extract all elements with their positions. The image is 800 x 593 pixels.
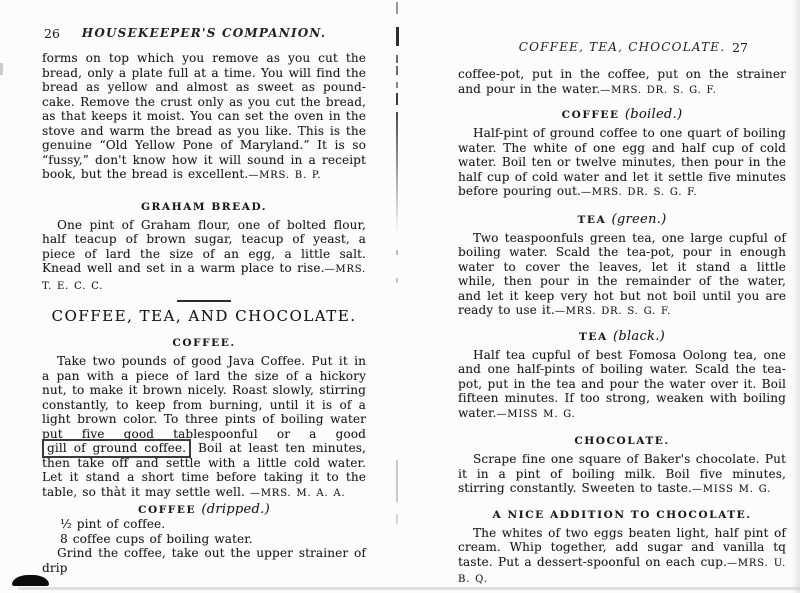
attribution: —MISS M. G. bbox=[691, 484, 772, 495]
paragraph-text: forms on top which you remove as you cut the bread, only a plate full at a time. You will find the bread as yellow and almost as sweet as pound-cake. Remove the crust only as you cut the bread, as that keeps it moist. You can set the oven in the stove and warm the bread as you like. This is the genuine “Old Yellow Pone of Maryland.” It is so “fussy,” don't know how it will sound in a receipt book, but the bread is excellent. bbox=[42, 51, 366, 181]
paragraph-text: Scrape fine one square of Baker's chocolate. Put it in a pint of boiling milk. Boil five minutes, stirring constantly. Sweeten to taste. bbox=[458, 452, 786, 495]
attribution: —MRS. B. P. bbox=[248, 170, 322, 181]
heading-coffee: COFFEE. bbox=[172, 337, 236, 349]
scan-bottom-edge bbox=[18, 587, 800, 590]
heading-tea-black bbox=[458, 330, 786, 344]
heading-graham-bread: GRAHAM BREAD. bbox=[140, 200, 268, 213]
attribution: —MRS. DR. S. G. F. bbox=[600, 84, 717, 96]
right-page-number: 27 bbox=[732, 40, 748, 55]
binding-gutter-line bbox=[396, 112, 398, 234]
heading-caps: TEA bbox=[577, 213, 607, 226]
attribution: —MRS. DR. S. G. F. bbox=[554, 306, 672, 317]
paragraph-grind: Grind the coffee, take out the upper strainer of drip bbox=[42, 546, 366, 575]
paragraph-text: Half-pint of ground coffee to one quart of boiling water. The white of one egg and half cup of cold water. Boil ten or twelve minutes, then pour in the half cup of cold water and let it settle five minutes before pouring out. bbox=[458, 126, 786, 198]
attribution: —MRS. M. A. A. bbox=[249, 487, 346, 499]
binding-gutter-mark bbox=[396, 93, 398, 105]
paragraph-text: coffee-pot, put in the coffee, put on the strainer and pour in the water. bbox=[458, 67, 786, 96]
left-running-head: HOUSEKEEPER'S COMPANION. bbox=[81, 26, 327, 40]
attribution: —MISS M. G. bbox=[496, 408, 576, 420]
binding-gutter-mark bbox=[396, 55, 398, 63]
section-divider-rule bbox=[177, 300, 231, 302]
attribution: —MRS. DR. S. G. F. bbox=[580, 187, 698, 198]
highlight-box: gill of ground coffee. bbox=[42, 439, 191, 458]
paragraph-text: The whites of two eggs beaten light, half pint of cream. Whip together, add sugar and vanilla tq taste. Put a dessert-spoonful on each cup. bbox=[458, 525, 786, 569]
paragraph-text: Half tea cupful of best Fomosa Oolong tea, one and one half-pints of boiling water. Scald the tea-pot, put in the tea and pour the water over it. Boil fifteen minutes. If too strong, weaken with boiling water. bbox=[458, 347, 786, 420]
paragraph-yellow-pone bbox=[42, 51, 366, 184]
paragraph-chocolate bbox=[458, 452, 786, 498]
paragraph-text: One pint of Graham flour, one of bolted flour, half teacup of brown sugar, teacup of yeast, a piece of lard the size of an egg, a little salt. Knead well and set in a warm place to rise. bbox=[42, 217, 366, 275]
left-page bbox=[42, 26, 366, 575]
paragraph-tea-green bbox=[458, 231, 786, 320]
right-page-header bbox=[458, 40, 786, 55]
binding-gutter-mark bbox=[396, 66, 398, 75]
paragraph-graham-bread bbox=[42, 218, 366, 295]
heading-italic: (boiled.) bbox=[624, 107, 683, 122]
paragraph-text: Take two pounds of good Java Coffee. Put it in a pan with a piece of lard the size of a hickory nut, to make it brown nicely. Roast slowly, stirring constantly, to keep from burning, until it is of a light brown color. To three pints of boiling water put five good tablespoonful or a good bbox=[42, 354, 366, 441]
heading-caps: COFFEE bbox=[138, 504, 197, 516]
paragraph-coffee-boiled bbox=[458, 126, 786, 201]
attribution: —MRS. T. E. C. C. bbox=[42, 264, 366, 292]
paragraph-coffee-recipe bbox=[42, 354, 366, 501]
ingredient-line: 8 coffee cups of boiling water. bbox=[60, 531, 253, 546]
paragraph-tea-black bbox=[458, 348, 786, 423]
paragraph-nice-addition bbox=[458, 526, 786, 588]
binding-gutter-mark bbox=[396, 2, 398, 14]
scan-page-edge bbox=[791, 0, 800, 593]
binding-gutter-mark bbox=[396, 250, 398, 255]
heading-coffee-boiled bbox=[458, 108, 786, 122]
heading-nice-addition: A NICE ADDITION TO CHOCOLATE. bbox=[492, 508, 752, 521]
ingredient-line: ½ pint of coffee. bbox=[60, 517, 166, 531]
paragraph-text: Boil at least ten minutes, then take off and settle with a little cold water. Let it stand a short time before taking it to the table, so thàt it may settle well. bbox=[42, 441, 366, 499]
left-page-number: 26 bbox=[44, 26, 60, 41]
heading-coffee-dripped bbox=[42, 503, 366, 517]
binding-gutter-mark bbox=[396, 514, 398, 524]
heading-tea-green bbox=[458, 213, 786, 227]
heading-caps: COFFEE bbox=[561, 109, 620, 121]
heading-coffee-tea-chocolate: COFFEE, TEA, AND CHOCOLATE. bbox=[51, 307, 357, 325]
binding-gutter-mark bbox=[396, 460, 398, 502]
binding-gutter-mark bbox=[396, 82, 398, 88]
heading-italic: (green.) bbox=[611, 211, 667, 227]
scan-ink-blob bbox=[12, 575, 49, 586]
paragraph-coffee-pot bbox=[458, 67, 786, 98]
heading-italic: (black.) bbox=[612, 328, 666, 344]
scan-edge-mark bbox=[0, 63, 3, 75]
attribution: —MRS. U. B. Q. bbox=[458, 557, 786, 585]
binding-gutter-mark bbox=[396, 278, 398, 283]
heading-chocolate: CHOCOLATE. bbox=[574, 435, 670, 447]
paragraph-text: Two teaspoonfuls green tea, one large cupful of boiling water. Scald the tea-pot, pour in enough water to cover the leaves, let it stand a little while, then pour in the remainder of the water, and let it keep very hot but not boil until you are ready to use it. bbox=[458, 230, 786, 317]
left-page-header bbox=[42, 26, 366, 41]
right-running-head: COFFEE, TEA, CHOCOLATE. bbox=[518, 40, 726, 54]
heading-italic: (dripped.) bbox=[201, 502, 270, 517]
heading-caps: TEA bbox=[578, 330, 608, 343]
binding-gutter-mark bbox=[396, 27, 399, 46]
right-page bbox=[458, 40, 786, 588]
